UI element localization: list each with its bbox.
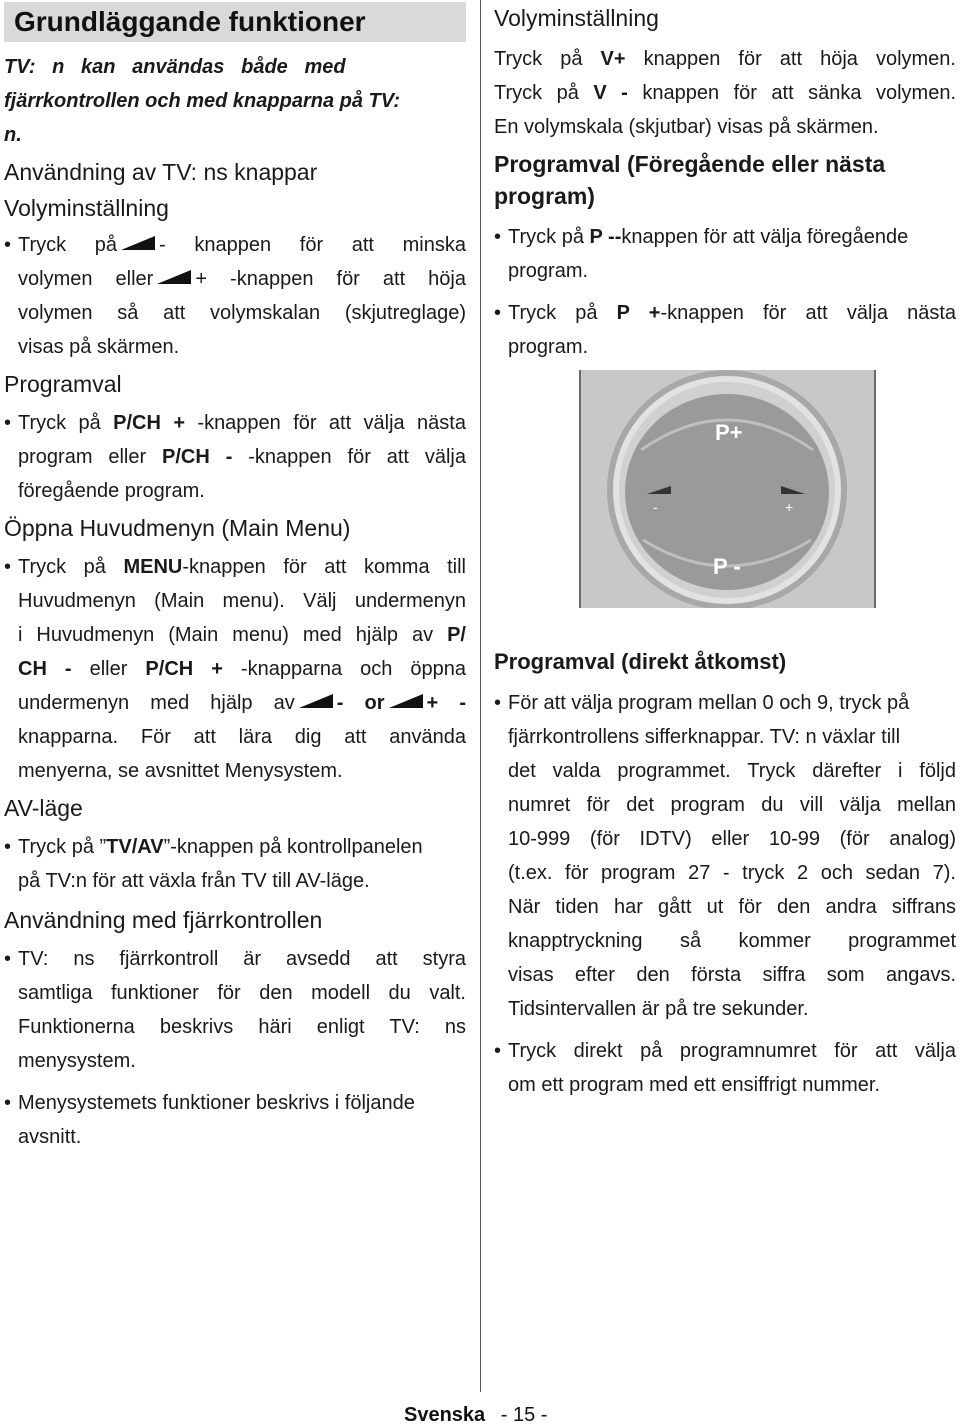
volume-line-2-a: volymen eller bbox=[18, 268, 154, 290]
tv-av-key: TV/AV bbox=[106, 836, 164, 858]
menu-line-5-a: undermenyn med hjälp av bbox=[18, 692, 295, 714]
program-line-1-b: -knappen för att välja nästa bbox=[185, 412, 466, 434]
pch-minus-key: P/CH - bbox=[162, 446, 233, 468]
program-line-2 bbox=[4, 440, 466, 474]
menu-line-2: Huvudmenyn (Main menu). Välj undermenyn bbox=[18, 590, 466, 612]
right-vol-line-1-b: knappen för att höja volymen. bbox=[625, 48, 956, 70]
pp2-line-1 bbox=[494, 296, 956, 330]
direct-line-1: • För att välja program mellan 0 och 9, tryck på bbox=[494, 686, 956, 720]
prev-bullet-2 bbox=[494, 296, 956, 364]
right-vol-line-2 bbox=[494, 76, 956, 110]
pch-key-part: P/ bbox=[447, 624, 466, 646]
v-minus-key: V - bbox=[593, 82, 628, 104]
direct-line-10: Tidsintervallen är på tre sekunder. bbox=[508, 998, 809, 1020]
menu-line-1-a: Tryck på bbox=[18, 556, 124, 578]
heading-tv-buttons: Användning av TV: ns knappar bbox=[4, 159, 318, 185]
menu-line-1-b: -knappen för att komma till bbox=[182, 556, 466, 578]
menu-line-1 bbox=[4, 550, 466, 584]
menu-line-6: knapparna. För att lära dig att använda bbox=[18, 726, 466, 748]
left-column bbox=[4, 0, 466, 1154]
volume-down-icon-2 bbox=[299, 694, 333, 708]
heading-prog-prev-2: program) bbox=[494, 183, 595, 209]
heading-programval: Programval bbox=[4, 371, 122, 397]
direct-line-5: 10-999 (för IDTV) eller 10-99 (för analog) bbox=[508, 828, 956, 850]
prev-bullet-1 bbox=[494, 220, 956, 288]
footer-page-number: - 15 - bbox=[500, 1404, 548, 1426]
pp1-line-1 bbox=[494, 220, 956, 254]
direct-line-7: När tiden har gått ut för den andra siffrans bbox=[508, 896, 956, 918]
pp1-line-2: program. bbox=[508, 260, 589, 282]
menu-line-5 bbox=[4, 686, 466, 720]
volume-line-4: visas på skärmen. bbox=[18, 336, 180, 358]
direct-bullet-2 bbox=[494, 1034, 956, 1102]
direct-line-3: det valda programmet. Tryck därefter i följd bbox=[508, 760, 956, 782]
pp1-line-1-b: knappen för att välja föregående bbox=[621, 226, 909, 248]
keypad-svg bbox=[581, 370, 874, 608]
pch-plus-key-2: P/CH + bbox=[145, 658, 223, 680]
volume-line-3: volymen så att volymskalan (skjutreglage) bbox=[18, 302, 466, 324]
direct-line-9: visas efter den första siffra som angavs. bbox=[508, 964, 956, 986]
direct-line-8: knapptryckning så kommer programmet bbox=[508, 930, 956, 952]
pp1-line-1-a: Tryck på bbox=[508, 226, 590, 248]
menu-line-4 bbox=[4, 652, 466, 686]
remote2-line-1: • Menysystemets funktioner beskrivs i följande bbox=[4, 1086, 466, 1120]
v-plus-key: V+ bbox=[600, 48, 626, 70]
menu-line-7: menyerna, se avsnittet Menysystem. bbox=[18, 760, 343, 782]
direct2-line-2: om ett program med ett ensiffrigt nummer. bbox=[508, 1074, 881, 1096]
av-bullet bbox=[4, 830, 466, 898]
volume-down-icon bbox=[121, 236, 155, 250]
intro-line-1: TV: n kan användas både med bbox=[4, 56, 346, 78]
menu-line-4-a: eller bbox=[71, 658, 146, 680]
direct-line-2: fjärrkontrollens sifferknappar. TV: n växlar till bbox=[508, 726, 901, 748]
av-line-1 bbox=[4, 830, 466, 864]
remote-bullet-2 bbox=[4, 1086, 466, 1154]
pp2-line-2: program. bbox=[508, 336, 589, 358]
pp2-line-1-a: Tryck på bbox=[508, 302, 617, 324]
pp2-line-1-b: -knappen för att välja nästa bbox=[660, 302, 957, 324]
heading-volume-right: Volyminställning bbox=[494, 5, 659, 31]
right-vol-line-1-a: Tryck på bbox=[494, 48, 601, 70]
volume-line-2-b: + -knappen för att höja bbox=[195, 268, 466, 290]
right-vol-line-2-b: knappen för att sänka volymen. bbox=[627, 82, 957, 104]
program-line-1-a: Tryck på bbox=[18, 412, 114, 434]
volume-line-1-a: Tryck på bbox=[18, 234, 118, 256]
volume-bullet bbox=[4, 228, 466, 364]
menu-line-4-b: -knapparna och öppna bbox=[222, 658, 467, 680]
direct-line-6: (t.ex. för program 27 - tryck 2 och sedan 7). bbox=[508, 862, 956, 884]
page-title: Grundläggande funktioner bbox=[4, 2, 466, 42]
heading-av-mode: AV-läge bbox=[4, 795, 83, 821]
right-vol-line-1 bbox=[494, 42, 956, 76]
remote-line-2: samtliga funktioner för den modell du valt. bbox=[18, 982, 466, 1004]
heading-direct: Programval (direkt åtkomst) bbox=[494, 649, 787, 674]
heading-volume: Volyminställning bbox=[4, 195, 169, 221]
control-panel-illustration bbox=[579, 370, 876, 608]
remote-line-1: • TV: ns fjärrkontroll är avsedd att styra bbox=[4, 942, 466, 976]
program-line-1 bbox=[4, 406, 466, 440]
direct2-line-1: • Tryck direkt på programnumret för att välja bbox=[494, 1034, 956, 1068]
remote-line-3: Funktionerna beskrivs häri enligt TV: ns bbox=[18, 1016, 466, 1038]
remote-line-4: menysystem. bbox=[18, 1050, 136, 1072]
menu-line-3 bbox=[4, 618, 466, 652]
volume-line-2 bbox=[4, 262, 466, 296]
program-line-3: föregående program. bbox=[18, 480, 205, 502]
heading-main-menu: Öppna Huvudmenyn (Main Menu) bbox=[4, 515, 351, 541]
column-divider bbox=[480, 0, 481, 1392]
v-plus-label: + bbox=[785, 499, 794, 515]
p-plus-label: P+ bbox=[715, 420, 743, 445]
p-minus-label: P - bbox=[713, 554, 741, 579]
remote-bullet-1 bbox=[4, 942, 466, 1078]
remote2-line-2: avsnitt. bbox=[18, 1126, 82, 1148]
volume-line-1-b: - knappen för att minska bbox=[159, 234, 466, 256]
intro-line-3: n. bbox=[4, 124, 22, 146]
menu-line-5-b: - or bbox=[336, 692, 385, 714]
av-line-1-a: Tryck på ” bbox=[18, 836, 107, 858]
av-line-1-b: ”-knappen på kontrollpanelen bbox=[163, 836, 423, 858]
heading-remote: Användning med fjärrkontrollen bbox=[4, 907, 323, 933]
menu-line-5-c: + - bbox=[426, 692, 466, 714]
volume-up-icon bbox=[157, 270, 191, 284]
program-line-2-b: -knappen för att välja bbox=[232, 446, 466, 468]
menu-bullet bbox=[4, 550, 466, 788]
right-vol-line-3: En volymskala (skjutbar) visas på skärmen. bbox=[494, 116, 879, 138]
p-plus-key: P + bbox=[616, 302, 661, 324]
right-vol-line-2-a: Tryck på bbox=[494, 82, 594, 104]
intro-line-2: fjärrkontrollen och med knapparna på TV: bbox=[4, 90, 400, 112]
ch-minus-key: CH - bbox=[18, 658, 72, 680]
pch-plus-key: P/CH + bbox=[113, 412, 186, 434]
direct-bullet-1 bbox=[494, 686, 956, 1026]
volume-line-1 bbox=[4, 228, 466, 262]
page-footer bbox=[404, 1404, 547, 1427]
menu-key: MENU bbox=[123, 556, 183, 578]
p-minus-key: P -- bbox=[589, 226, 622, 248]
menu-line-3-a: i Huvudmenyn (Main menu) med hjälp av bbox=[18, 624, 448, 646]
program-bullet bbox=[4, 406, 466, 508]
v-minus-label: - bbox=[653, 499, 658, 515]
volume-up-icon-2 bbox=[389, 694, 423, 708]
av-line-2: på TV:n för att växla från TV till AV-läge. bbox=[18, 870, 370, 892]
program-line-2-a: program eller bbox=[18, 446, 163, 468]
heading-prog-prev-1: Programval (Föregående eller nästa bbox=[494, 151, 886, 177]
footer-language: Svenska bbox=[404, 1404, 486, 1426]
direct-line-4: numret för det program du vill välja mellan bbox=[508, 794, 956, 816]
